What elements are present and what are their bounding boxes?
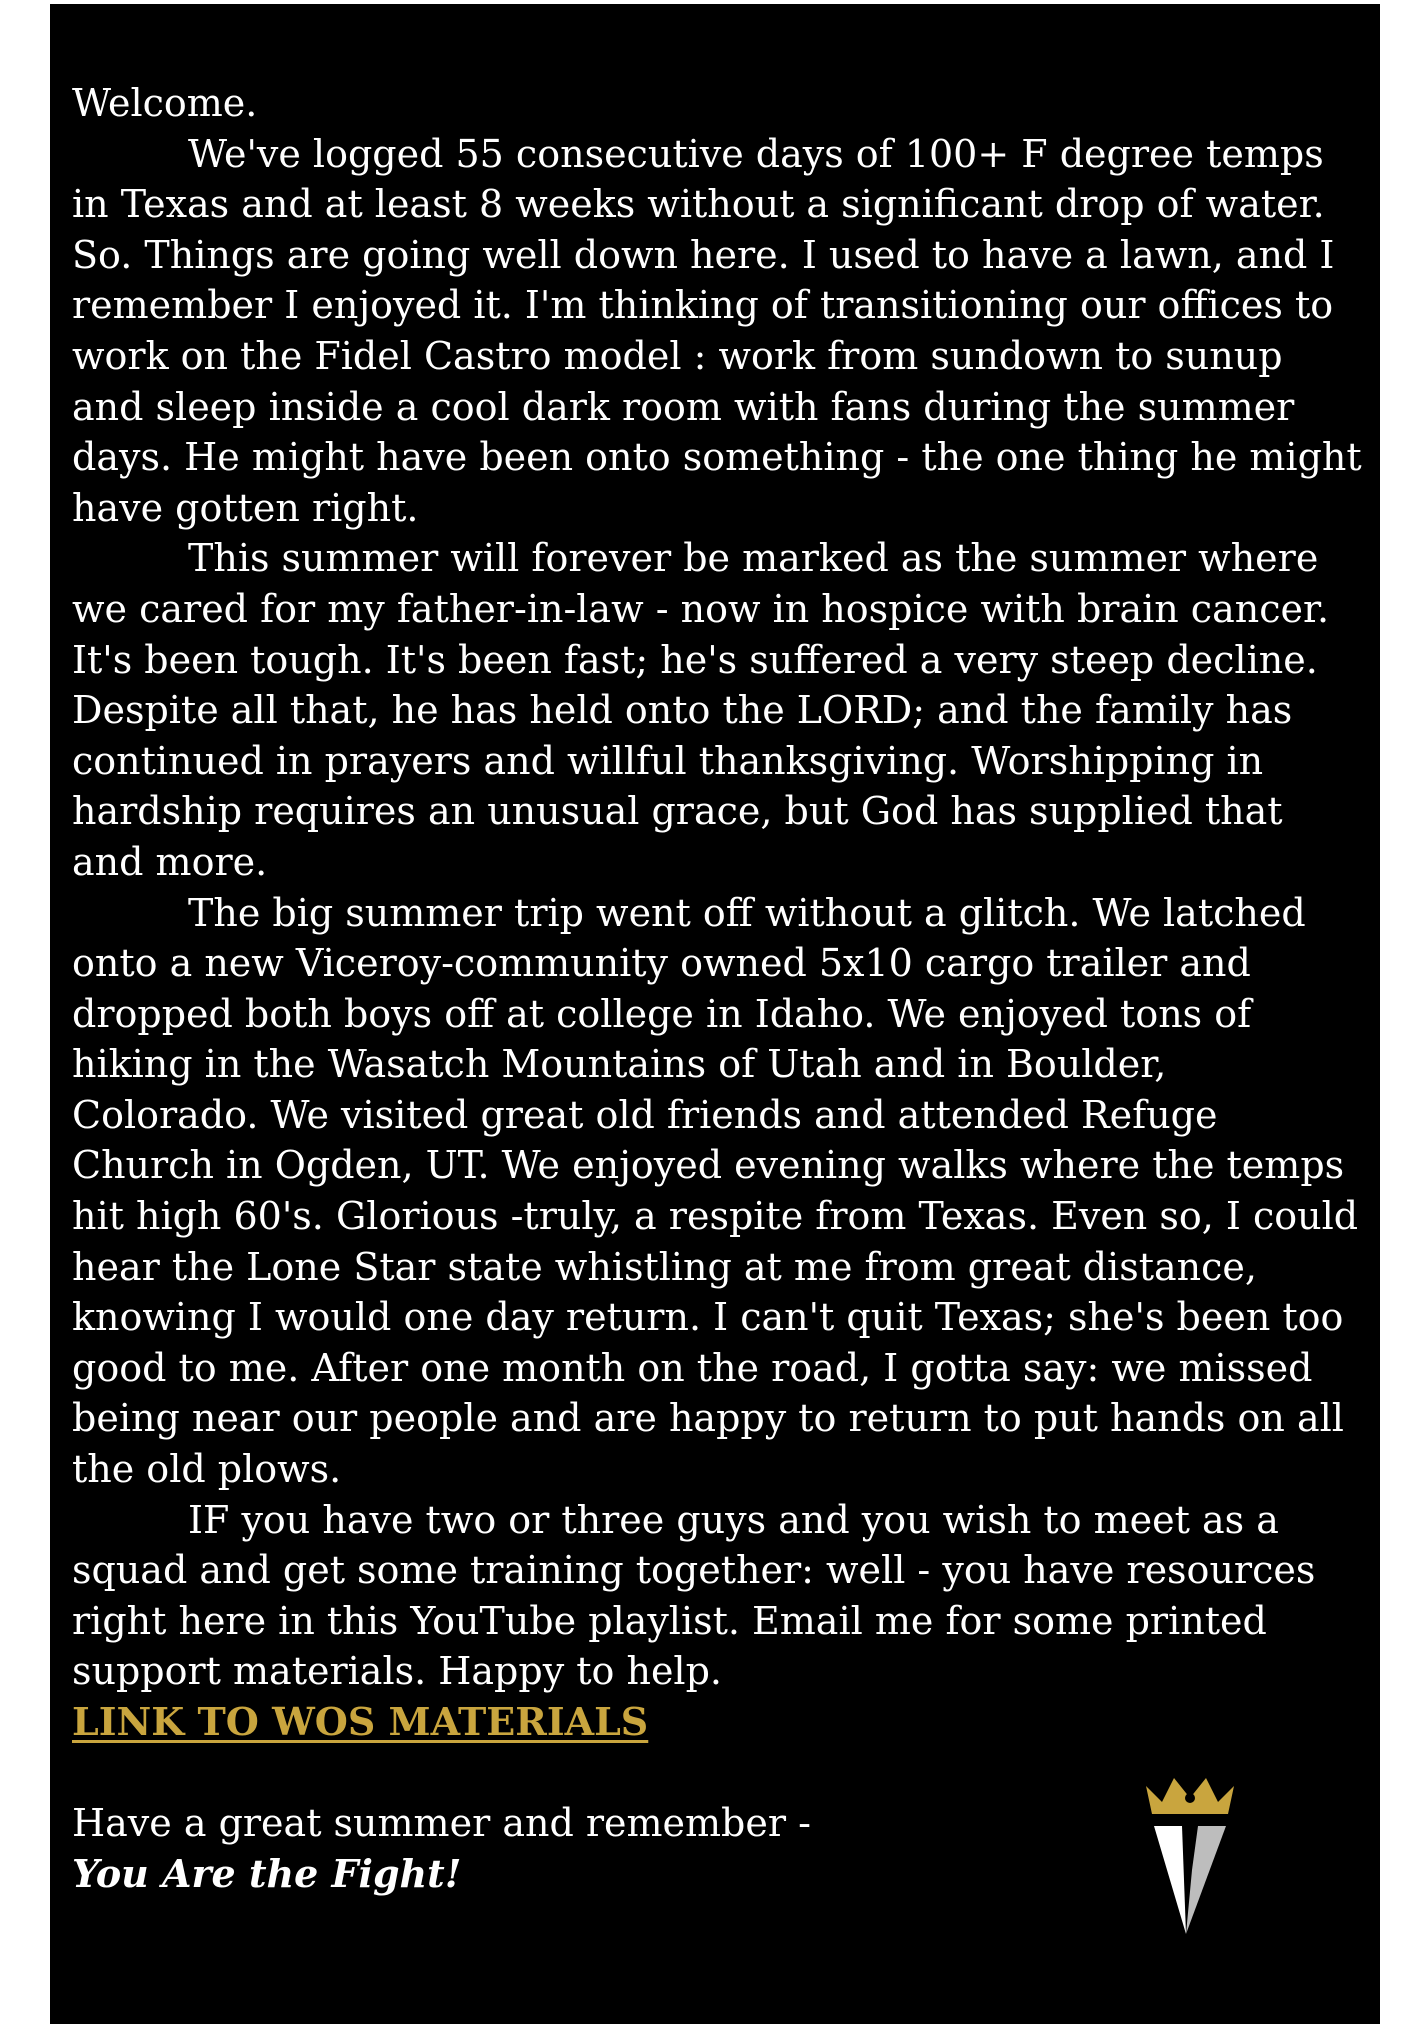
paragraph-resources: IF you have two or three guys and you wish to meet as a squad and get some training together: well - you have resources right here in this YouTube playlist. Email me for some printed support materials. Happy to help. [72, 1497, 1316, 1694]
letter-body [72, 78, 1362, 1899]
greeting: Welcome. [72, 81, 258, 125]
motto: You Are the Fight! [72, 1850, 462, 1896]
paragraph-weather: We've logged 55 consecutive days of 100+ F degree temps in Texas and at least 8 weeks without a significant drop of water. So. Things are going well down here. I used to have a lawn, and I remember I enjoyed it. I'm thinking of transitioning our offices to work on the Fidel Castro model : work from sundown to sunup and sleep inside a cool dark room with fans during the summer days. He might have been onto something - the one thing he might have gotten right. [72, 131, 1362, 530]
wos-materials-link-row [72, 1697, 1362, 1748]
closing-line: Have a great summer and remember - [72, 1801, 811, 1846]
paragraph-family: This summer will forever be marked as the summer where we cared for my father-in-law - now in hospice with brain cancer. It's been tough. It's been fast; he's suffered a very steep decline. Despite all that, he has held onto the LORD; and the family has continued in prayers and willful thanksgiving. Worshipping in hardship requires an unusual grace, but God has supplied that and more. [72, 536, 1330, 884]
letter-panel [50, 4, 1380, 2024]
wos-materials-link[interactable]: LINK TO WOS MATERIALS [72, 1699, 649, 1744]
crowned-v-logo-icon [1140, 1774, 1240, 1934]
paragraph-summer-trip: The big summer trip went off without a glitch. We latched onto a new Viceroy-community owned 5x10 cargo trailer and dropped both boys off at college in Idaho. We enjoyed tons of hiking in the Wasatch Mountains of Utah and in Boulder, Colorado. We visited great old friends and attended Refuge Church in Ogden, UT. We enjoyed evening walks where the temps hit high 60's. Glorious -truly, a respite from Texas. Even so, I could hear the Lone Star state whistling at me from great distance, knowing I would one day return. I can't quit Texas; she's been too good to me. After one month on the road, I gotta say: we missed being near our people and are happy to return to put hands on all the old plows. [72, 890, 1359, 1492]
